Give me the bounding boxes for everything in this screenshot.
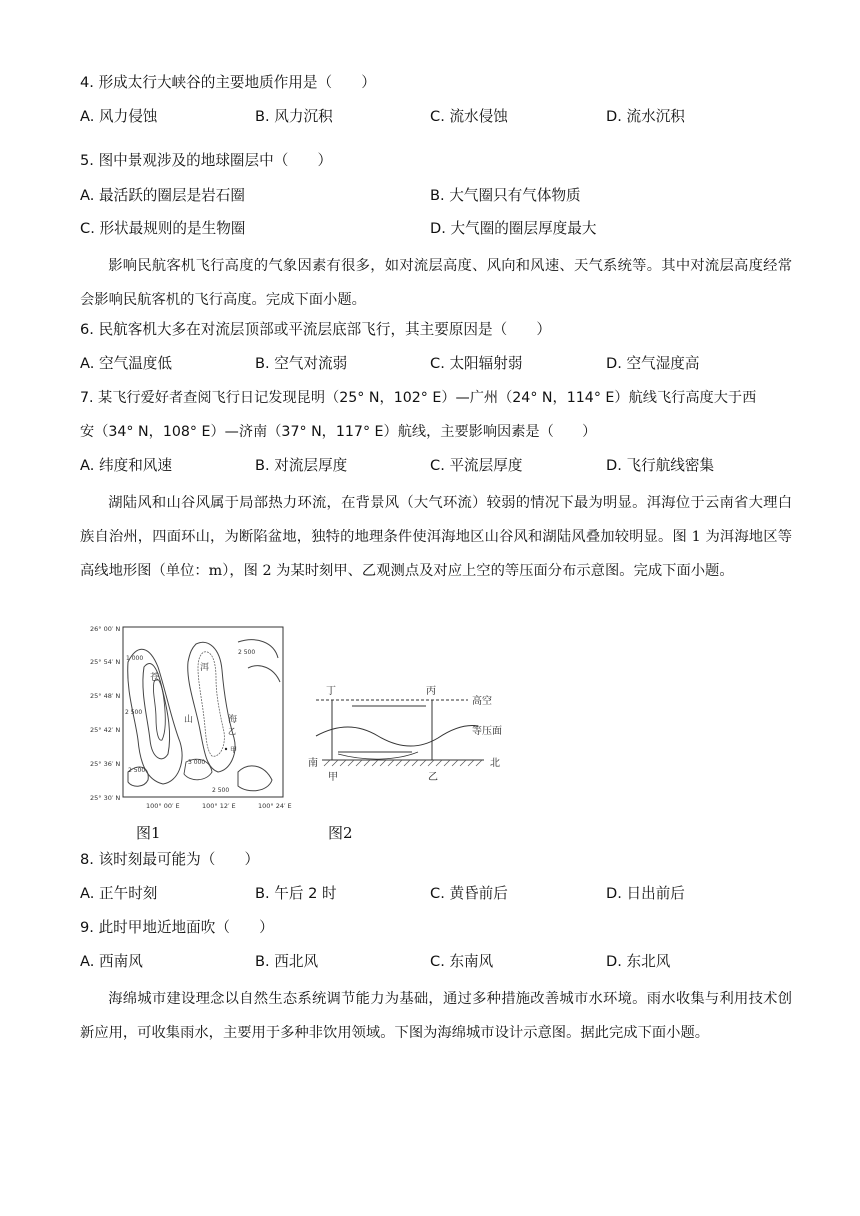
figure2-caption: 图2 (328, 824, 353, 842)
q8-option-d: D. 日出前后 (606, 885, 685, 902)
q6-option-b: B. 空气对流弱 (255, 355, 348, 372)
q9-option-a: A. 西南风 (80, 953, 143, 970)
q7-option-d: D. 飞行航线密集 (606, 457, 715, 474)
contour-label: 2 500 (125, 709, 143, 716)
q6-option-c: C. 太阳辐射弱 (430, 355, 523, 372)
q4-option-b: B. 风力沉积 (255, 108, 333, 125)
figure1-contour-map (88, 622, 308, 822)
label-yi: 乙 (428, 772, 438, 783)
label-high-altitude: 高空 (472, 696, 492, 707)
q8-stem: 8. 该时刻最可能为（ ） (80, 851, 260, 868)
lon-label: 100° 00′ E (146, 802, 180, 810)
q5-stem: 5. 图中景观涉及的地球圈层中（ ） (80, 152, 333, 169)
q4-option-a: A. 风力侵蚀 (80, 108, 158, 125)
label-jia: 甲 (230, 746, 237, 754)
lat-label: 25° 48′ N (90, 692, 121, 700)
label-yi: 乙 (228, 727, 236, 736)
lat-label: 26° 00′ N (90, 625, 121, 633)
contour-label: 3 000 (188, 759, 206, 766)
figure2-isobar-diagram (308, 684, 508, 794)
q6-stem: 6. 民航客机大多在对流层顶部或平流层底部飞行，其主要原因是（ ） (80, 321, 551, 338)
lon-label: 100° 12′ E (202, 802, 236, 810)
label-ding: 丁 (326, 686, 336, 697)
label-shan: 山 (184, 715, 194, 725)
q8-option-c: C. 黄昏前后 (430, 885, 508, 902)
q4-option-c: C. 流水侵蚀 (430, 108, 508, 125)
q6-option-d: D. 空气湿度高 (606, 355, 700, 372)
passage-erhai-winds-text: 湖陆风和山谷风属于局部热力环流，在背景风（大气环流）较弱的情况下最为明显。洱海位于云南省大理白族自治州，四面环山，为断陷盆地，独特的地理条件使洱海地区山谷风和湖陆风叠加较明显。图 1 为洱海地区等高线地形图（单位：m），图 2 为某时刻甲、乙观测点及对应上空的等压面分布示意图。完成下面小题。 (80, 495, 792, 579)
contour-label: 1 000 (126, 655, 144, 662)
label-bing: 丙 (426, 686, 436, 697)
lat-label: 25° 54′ N (90, 658, 121, 666)
q7-option-a: A. 纬度和风速 (80, 457, 172, 474)
q9-option-c: C. 东南风 (430, 953, 494, 970)
q7-stem-line1: 7. 某飞行爱好者查阅飞行日记发现昆明（25° N，102° E）—广州（24° N，114° E）航线飞行高度大于西 (80, 390, 757, 406)
contour-label: 2 500 (212, 787, 230, 794)
label-south: 南 (308, 758, 318, 769)
q5-option-b: B. 大气圈只有气体物质 (430, 187, 581, 204)
q6-option-a: A. 空气温度低 (80, 355, 172, 372)
q7-stem-line2: 安（34° N，108° E）—济南（37° N，117° E）航线，主要影响因素是（ ） (80, 424, 597, 440)
q9-option-b: B. 西北风 (255, 953, 319, 970)
passage-flight-altitude-text: 影响民航客机飞行高度的气象因素有很多，如对流层高度、风向和风速、天气系统等。其中对流层高度经常会影响民航客机的飞行高度。完成下面小题。 (80, 258, 792, 308)
passage-sponge-city-text: 海绵城市建设理念以自然生态系统调节能力为基础，通过多种措施改善城市水环境。雨水收集与利用技术创新应用，可收集雨水，主要用于多种非饮用领域。下图为海绵城市设计示意图。据此完成下面小题。 (80, 991, 792, 1041)
label-north: 北 (490, 758, 500, 769)
lon-label: 100° 24′ E (258, 802, 292, 810)
label-cang: 苍 (150, 673, 160, 683)
label-isobar: 等压面 (472, 726, 502, 737)
passage-sponge-city (80, 982, 792, 1050)
label-jia: 甲 (328, 772, 338, 783)
passage-erhai-winds (80, 486, 792, 588)
contour-label: 2 500 (238, 649, 256, 656)
lat-label: 25° 36′ N (90, 760, 121, 768)
q5-option-d: D. 大气圈的圈层厚度最大 (430, 220, 597, 237)
passage-flight-altitude (80, 249, 792, 317)
q9-option-d: D. 东北风 (606, 953, 671, 970)
q8-option-b: B. 午后 2 时 (255, 885, 337, 902)
q4-option-d: D. 流水沉积 (606, 108, 685, 125)
q9-stem: 9. 此时甲地近地面吹（ ） (80, 919, 274, 936)
label-hai: 海 (228, 715, 238, 725)
label-er: 洱 (200, 663, 210, 673)
q5-option-c: C. 形状最规则的是生物圈 (80, 220, 246, 237)
contour-label: 2 500 (128, 767, 146, 774)
lat-label: 25° 42′ N (90, 726, 121, 734)
q7-option-b: B. 对流层厚度 (255, 457, 348, 474)
figure1-caption: 图1 (136, 824, 161, 842)
q4-stem: 4. 形成太行大峡谷的主要地质作用是（ ） (80, 74, 376, 91)
lat-label: 25° 30′ N (90, 794, 121, 802)
q7-option-c: C. 平流层厚度 (430, 457, 523, 474)
q8-option-a: A. 正午时刻 (80, 885, 158, 902)
q5-option-a: A. 最活跃的圈层是岩石圈 (80, 187, 245, 204)
